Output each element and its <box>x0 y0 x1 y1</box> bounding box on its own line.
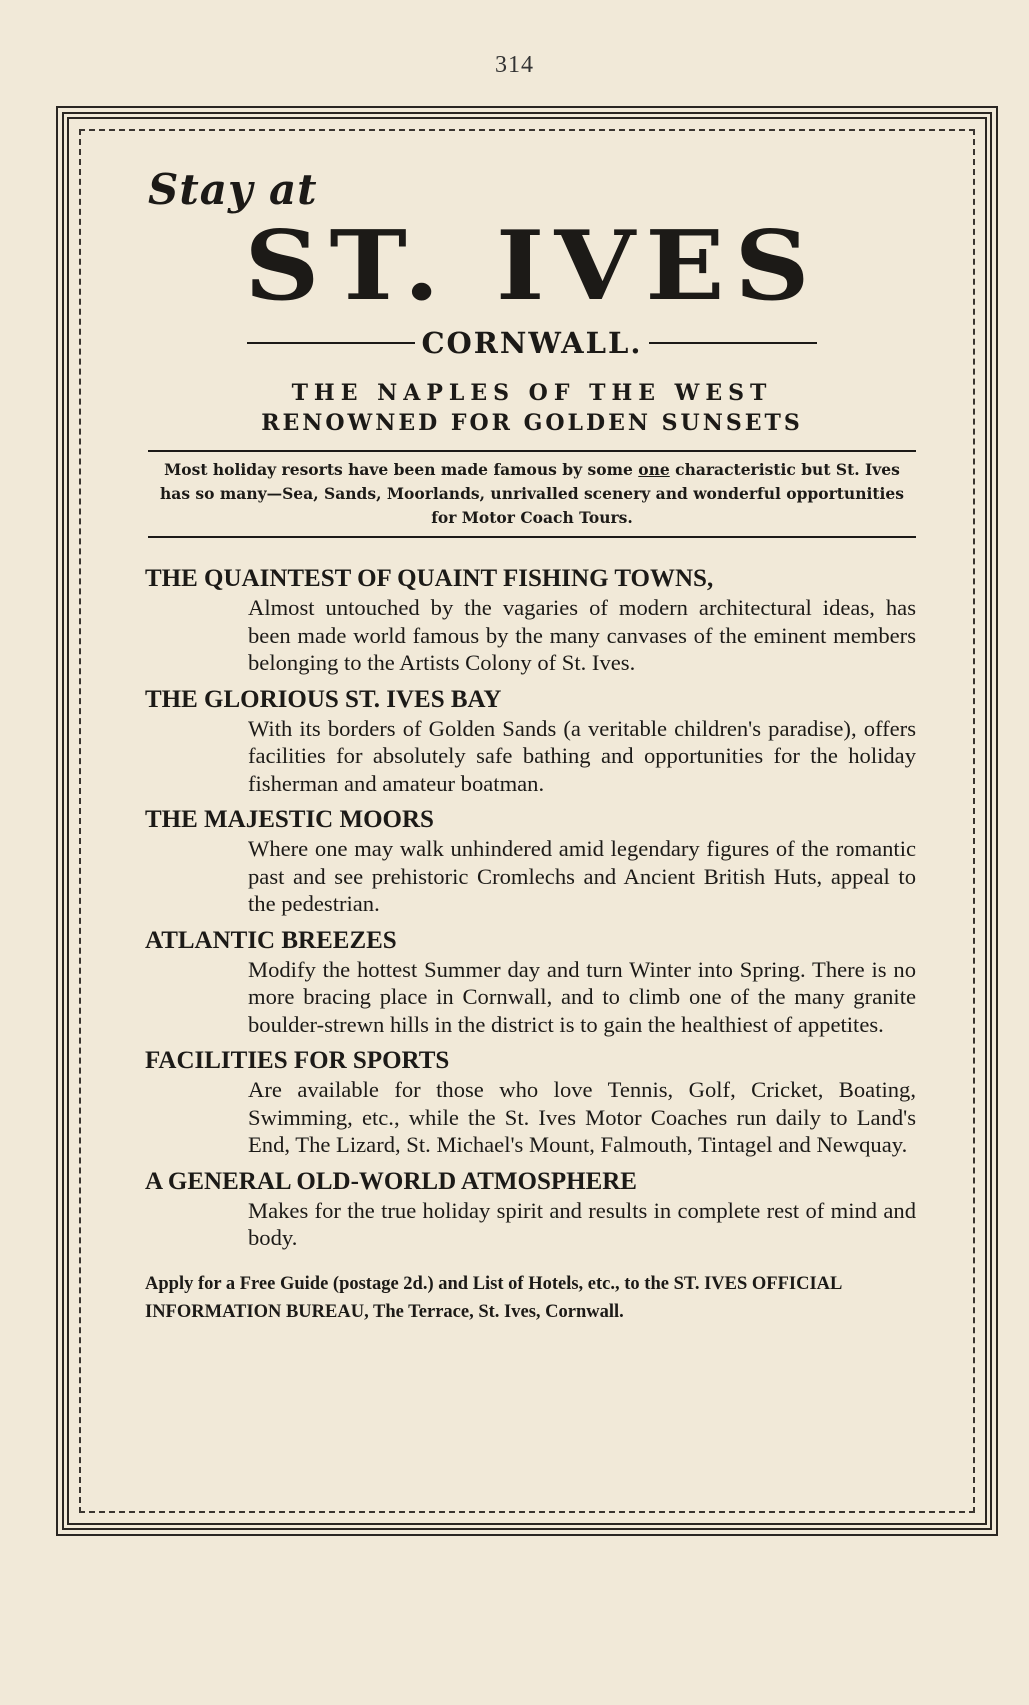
section-text: With its borders of Golden Sands (a veritable children's paradise), offers facilities for absolutely safe bathing and opportunities for the holiday fisherman and amateur boatman. <box>248 715 916 796</box>
section-text: Almost untouched by the vagaries of modern architectural ideas, has been made world famous by the many canvases of the eminent members belonging to the Artists Colony of St. Ives. <box>248 595 916 675</box>
page-number: 314 <box>495 52 534 78</box>
intro-paragraph <box>148 452 916 534</box>
section-text: Makes for the true holiday spirit and results in complete rest of mind and body. <box>248 1197 916 1250</box>
county-label: CORNWALL. <box>421 326 643 360</box>
intro-underlined-word: one <box>638 460 670 479</box>
divider-bottom <box>148 536 916 538</box>
intro-text-a: Most holiday resorts have been made famous by some <box>164 460 639 479</box>
section-heading: A GENERAL OLD-WORLD ATMOSPHERE <box>145 1167 637 1195</box>
county-row <box>148 326 916 360</box>
section-text: Are available for those who love Tennis, Golf, Cricket, Boating, Swimming, etc., while the St. Ives Motor Coaches run daily to Land's End, The Lizard, St. Michael's Mount, Falmouth, Tintagel and Newquay. <box>248 1077 916 1157</box>
county-rule-right <box>649 342 817 344</box>
intro-text-b: characteristic but St. Ives has so many—Sea, Sands, Moorlands, unrivalled scenery and wonderful opportunities for Motor Coach Tours. <box>160 460 904 527</box>
section-text: Modify the hottest Summer day and turn Winter into Spring. There is no more bracing place in Cornwall, and to climb one of the many granite boulder-strewn hills in the district is to gain the healthiest of appetites. <box>248 956 916 1037</box>
stay-at-heading: Stay at <box>148 165 318 214</box>
section-heading: FACILITIES FOR SPORTS <box>145 1047 450 1074</box>
section-text: Where one may walk unhindered amid legendary figures of the romantic past and see prehistoric Cromlechs and Ancient British Huts, appeal to the pedestrian. <box>248 836 916 916</box>
main-title: ST. IVES <box>244 208 820 323</box>
advertisement <box>145 165 916 1326</box>
footer-apply-text: Apply for a Free Guide (postage 2d.) and List of Hotels, etc., to the ST. IVES OFFICIAL INFORMATION BUREAU, The Terrace, St. Ives, Cornwall. <box>145 1273 842 1322</box>
feature-sections <box>145 564 916 1252</box>
section-heading: THE QUAINTEST OF QUAINT FISHING TOWNS, <box>145 565 714 592</box>
section-heading: THE GLORIOUS ST. IVES BAY <box>145 685 502 713</box>
section-heading: THE MAJESTIC MOORS <box>145 806 434 833</box>
tagline-naples: THE NAPLES OF THE WEST <box>291 380 773 406</box>
section-heading: ATLANTIC BREEZES <box>145 926 397 954</box>
county-rule-left <box>247 342 415 344</box>
tagline-sunsets: RENOWNED FOR GOLDEN SUNSETS <box>261 410 803 436</box>
